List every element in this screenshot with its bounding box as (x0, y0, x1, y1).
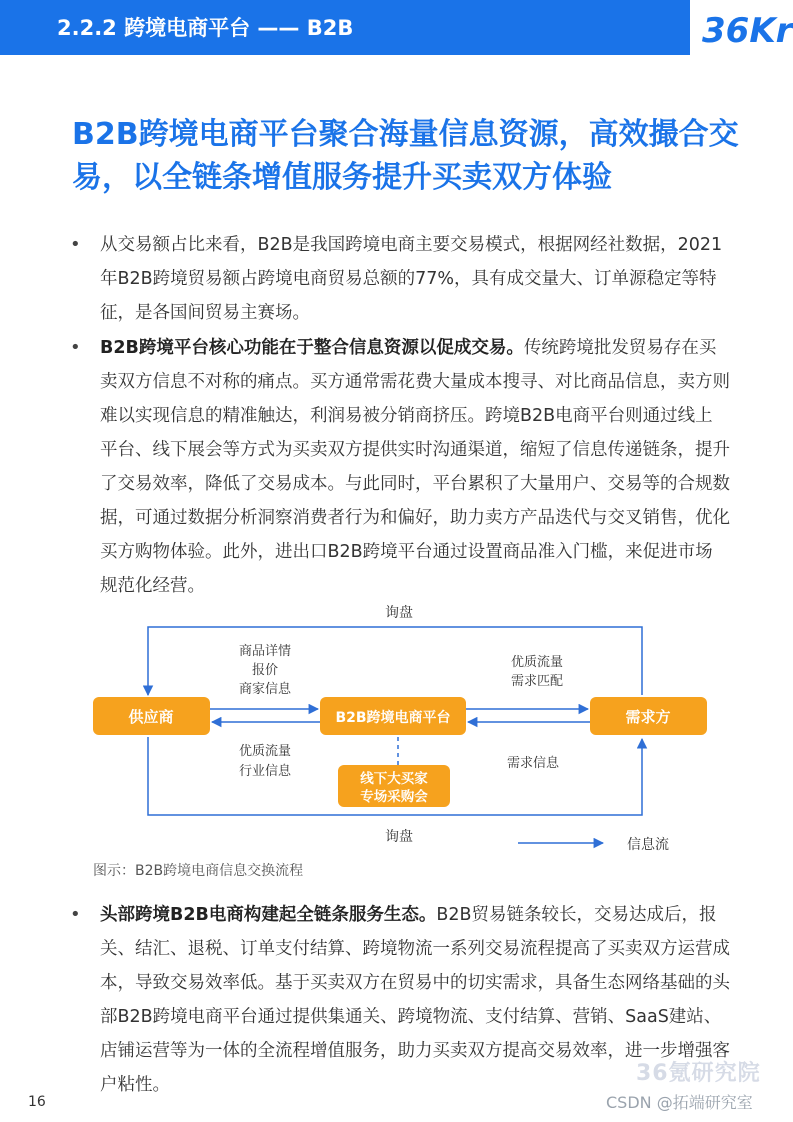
left-lower-label-1: 优质流量 (238, 744, 292, 759)
bullet-marker: • (70, 904, 81, 925)
bullet-text: B2B贸易链条较长，交易达成后，报关、结汇、退税、订单支付结算、跨境物流一系列交易流程提高了买卖双方运营成本，导致交易效率低。基于买卖双方在贸易中的切实需求，具备生态网络基础的头部B2B跨境电商平台通过提供集通关、跨境物流、支付结算、营销、SaaS建站、店铺运营等为一体的全流程增值服务，助力买卖双方提高交易效率，进一步增强客户粘性。 (100, 905, 730, 1095)
left-upper-label-1: 商品详情 (238, 644, 292, 659)
left-upper-label-2: 报价 (251, 663, 279, 678)
flow-diagram (0, 595, 793, 860)
brand-logo (700, 2, 793, 56)
logo-text: 36Kr (702, 11, 793, 51)
bottom-inquiry-label: 询盘 (385, 829, 413, 845)
bullet-lead: B2B跨境平台核心功能在于整合信息资源以促成交易。 (100, 338, 524, 358)
bullet-paragraph-2 (70, 331, 730, 603)
bullet-paragraph-1 (70, 228, 730, 330)
figure-caption: 图示：B2B跨境电商信息交换流程 (93, 863, 304, 879)
legend-label: 信息流 (627, 837, 669, 853)
page-number: 16 (28, 1094, 46, 1110)
bullet-marker: • (70, 337, 81, 358)
right-lower-label: 需求信息 (506, 756, 560, 771)
section-title: 2.2.2 跨境电商平台 —— B2B (57, 16, 354, 40)
bullet-text: 传统跨境批发贸易存在买卖双方信息不对称的痛点。买方通常需花费大量成本搜寻、对比商品信息，卖方则难以实现信息的精准触达，利润易被分销商挤压。跨境B2B电商平台则通过线上平台、线下展会等方式为买卖双方提供实时沟通渠道，缩短了信息传递链条，提升了交易效率，降低了交易成本。与此同时，平台累积了大量用户、交易等的合规数据，可通过数据分析洞察消费者行为和偏好，助力卖方产品迭代与交叉销售，优化买方购物体验。此外，进出口B2B跨境平台通过设置商品准入门槛，来促进市场规范化经营。 (100, 338, 730, 596)
platform-label: B2B跨境电商平台 (335, 710, 451, 726)
watermark-source: CSDN @拓端研究室 (606, 1093, 753, 1112)
top-inquiry-label: 询盘 (385, 605, 413, 621)
left-upper-label-3: 商家信息 (238, 682, 292, 697)
watermark-brand: 36氪研究院 (636, 1061, 761, 1086)
supplier-label: 供应商 (128, 708, 174, 726)
buyer-label: 需求方 (625, 708, 671, 726)
offline-label-line1: 线下大买家 (360, 771, 428, 787)
bullet-text: 从交易额占比来看，B2B是我国跨境电商主要交易模式，根据网经社数据，2021年B2B跨境贸易额占跨境电商贸易总额的77%，具有成交量大、订单源稳定等特征，是各国间贸易主赛场。 (100, 235, 723, 323)
page-headline: B2B跨境电商平台聚合海量信息资源，高效撮合交易，以全链条增值服务提升买卖双方体验 (72, 117, 739, 195)
offline-label-line2: 专场采购会 (360, 789, 428, 805)
right-upper-label-2: 需求匹配 (510, 674, 564, 689)
bullet-marker: • (70, 234, 81, 255)
bullet-lead: 头部跨境B2B电商构建起全链条服务生态。 (100, 905, 437, 925)
right-upper-label-1: 优质流量 (510, 655, 564, 670)
left-lower-label-2: 行业信息 (238, 764, 292, 779)
top-inquiry-line (148, 627, 642, 695)
